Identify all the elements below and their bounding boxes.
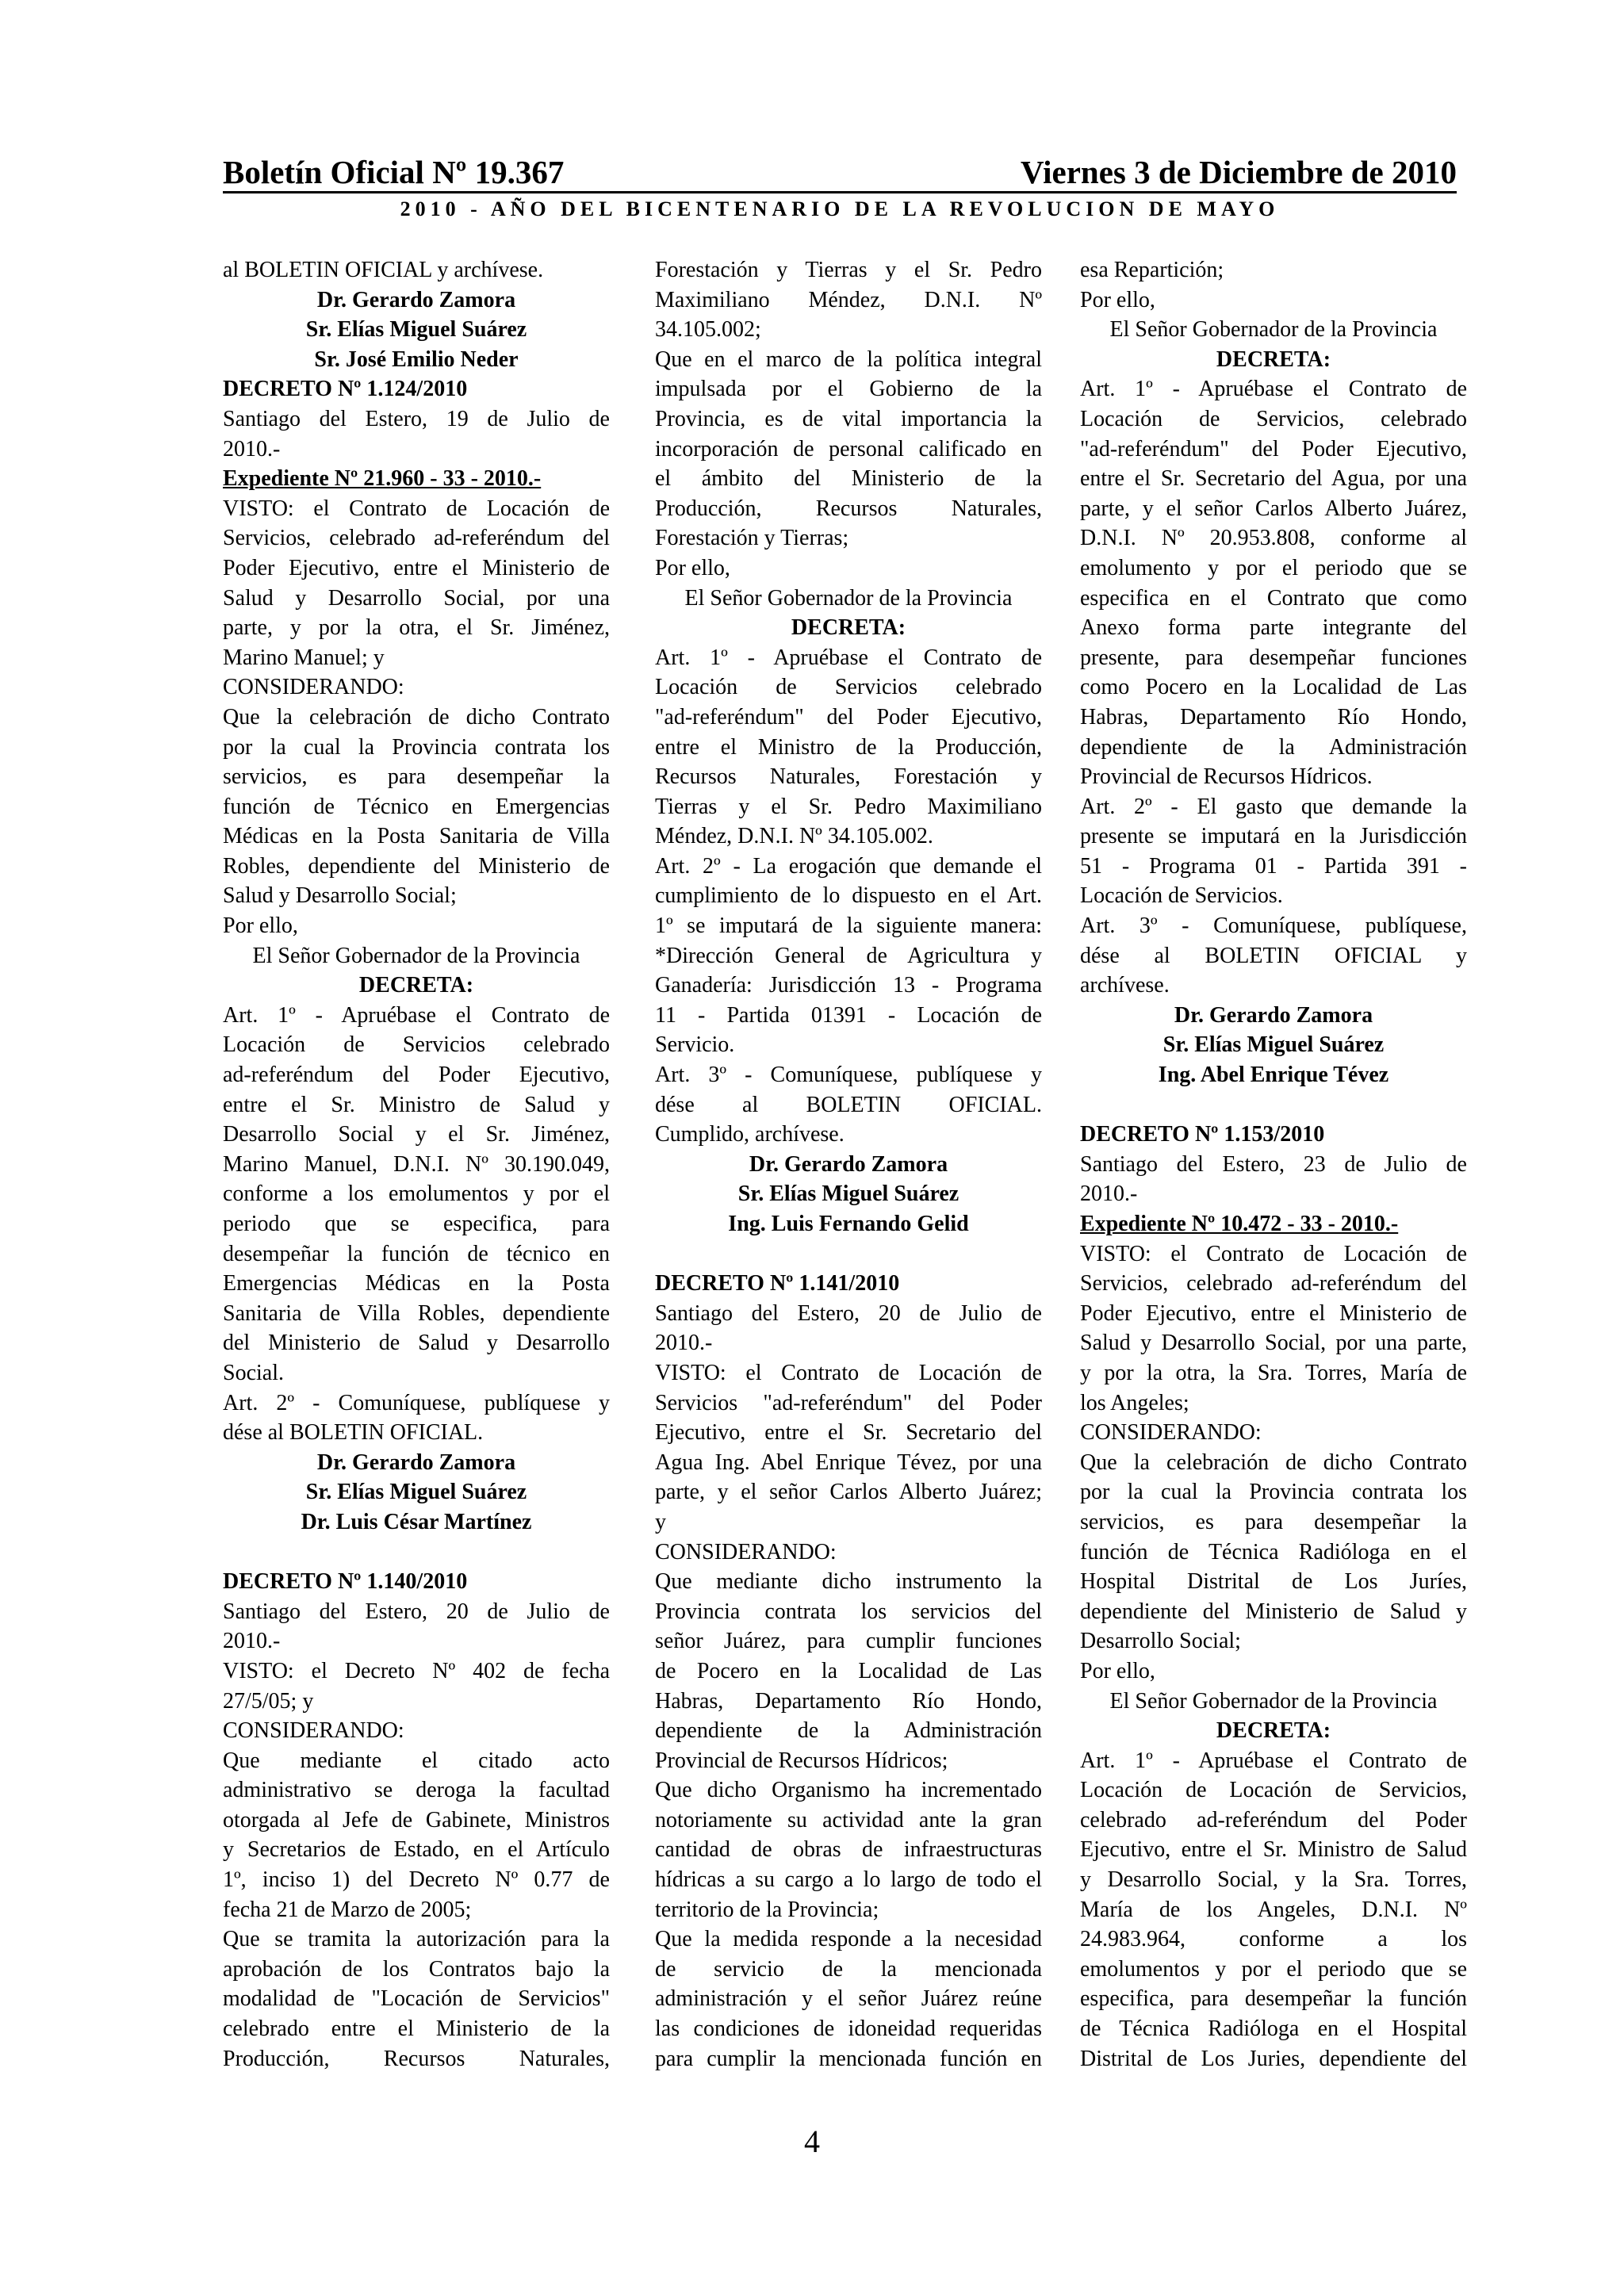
text-line: Locación de Servicios celebrado: [223, 1032, 610, 1058]
text-line: Que en el marco de la política integral: [655, 347, 1042, 372]
text-line: aprobación de los Contratos bajo la: [223, 1956, 610, 1982]
text-line: señor Juárez, para cumplir funciones: [655, 1629, 1042, 1654]
text-line: de servicio de la mencionada: [655, 1956, 1042, 1982]
text-line: Salud y Desarrollo Social, por una parte,: [1080, 1331, 1467, 1356]
text-line: presente, para desempeñar funciones: [1080, 645, 1467, 670]
text-line: Art. 3º - Comuníquese, publíquese,: [1080, 913, 1467, 939]
text-line: para cumplir la mencionada función en: [655, 2046, 1042, 2071]
text-line: Hospital Distrital de Los Juríes,: [1080, 1569, 1467, 1595]
text-line: Expediente Nº 10.472 - 33 - 2010.-: [1080, 1212, 1399, 1236]
text-line: territorio de la Provincia;: [655, 1897, 879, 1922]
text-line: presente se imputará en la Jurisdicción: [1080, 824, 1467, 849]
text-line: de Pocero en la Localidad de Las: [655, 1658, 1042, 1683]
text-line: DECRETA:: [1216, 347, 1331, 372]
text-line: función de Técnica Radióloga en el: [1080, 1539, 1467, 1564]
text-line: Locación de Servicios celebrado: [655, 675, 1042, 700]
text-line: Méndez, D.N.I. Nº 34.105.002.: [655, 824, 933, 849]
text-line: Servicios "ad-referéndum" del Poder: [655, 1390, 1042, 1415]
text-line: VISTO: el Decreto Nº 402 de fecha: [223, 1658, 610, 1683]
text-line: administración y el señor Juárez reúne: [655, 1986, 1042, 2012]
text-line: Marino Manuel; y: [223, 645, 385, 670]
text-line: Ejecutivo, entre el Sr. Secretario del: [655, 1420, 1042, 1446]
text-line: administrativo se deroga la facultad: [223, 1778, 610, 1803]
text-line: Marino Manuel, D.N.I. Nº 30.190.049,: [223, 1151, 610, 1177]
text-line: Ing. Abel Enrique Tévez: [1158, 1063, 1389, 1088]
text-line: D.N.I. Nº 20.953.808, conforme al: [1080, 526, 1467, 551]
text-line: 2010.-: [223, 1629, 281, 1654]
text-line: Art. 1º - Apruébase el Contrato de: [1080, 1748, 1467, 1773]
text-line: 27/5/05; y: [223, 1688, 314, 1714]
text-line: El Señor Gobernador de la Provincia: [1109, 317, 1438, 343]
text-line: y: [655, 1509, 666, 1534]
text-line: entre el Ministro de la Producción,: [655, 734, 1042, 760]
text-line: DECRETO Nº 1.141/2010: [655, 1271, 900, 1296]
text-line: El Señor Gobernador de la Provincia: [252, 943, 580, 968]
text-line: DECRETA:: [791, 615, 906, 641]
text-line: las condiciones de idoneidad requeridas: [655, 2016, 1042, 2042]
text-line: Servicio.: [655, 1032, 735, 1058]
text-line: Dr. Gerardo Zamora: [316, 287, 516, 312]
text-line: 1º, inciso 1) del Decreto Nº 0.77 de: [223, 1867, 610, 1893]
blank-line: [223, 1538, 610, 1568]
text-line: Servicios, celebrado ad-referéndum del: [1080, 1271, 1467, 1296]
text-line: Santiago del Estero, 23 de Julio de: [1080, 1151, 1467, 1177]
text-line: Emergencias Médicas en la Posta: [223, 1271, 610, 1296]
text-line: Art. 2º - La erogación que demande el: [655, 853, 1042, 879]
text-line: Que la medida responde a la necesidad: [655, 1927, 1042, 1952]
text-line: VISTO: el Contrato de Locación de: [223, 496, 610, 521]
text-line: Sr. Elías Miguel Suárez: [305, 317, 527, 343]
text-line: DECRETA:: [358, 973, 474, 998]
text-line: dependiente del Ministerio de Salud y: [1080, 1599, 1467, 1624]
text-line: Expediente Nº 21.960 - 33 - 2010.-: [223, 466, 542, 492]
text-line: Robles, dependiente del Ministerio de: [223, 853, 610, 879]
text-line: Forestación y Tierras;: [655, 526, 849, 551]
text-line: como Pocero en la Localidad de Las: [1080, 675, 1467, 700]
text-line: Art. 3º - Comuníquese, publíquese y: [655, 1063, 1042, 1088]
text-line: Dr. Gerardo Zamora: [749, 1151, 948, 1177]
text-line: Art. 1º - Apruébase el Contrato de: [1080, 377, 1467, 402]
text-line: ad-referéndum del Poder Ejecutivo,: [223, 1063, 610, 1088]
text-line: hídricas a su cargo a lo largo de todo el: [655, 1867, 1042, 1893]
text-line: al BOLETIN OFICIAL y archívese.: [223, 258, 544, 282]
text-line: 11 - Partida 01391 - Locación de: [655, 1002, 1042, 1028]
text-line: entre el Sr. Ministro de Salud y: [223, 1092, 610, 1117]
text-line: servicios, es para desempeñar la: [223, 764, 610, 790]
text-line: parte, y por la otra, el Sr. Jiménez,: [223, 615, 610, 641]
text-line: emolumento y por el periodo que se: [1080, 555, 1467, 580]
text-line: esa Repartición;: [1080, 258, 1224, 282]
text-line: y Secretarios de Estado, en el Artículo: [223, 1837, 610, 1863]
text-line: Habras, Departamento Río Hondo,: [1080, 704, 1467, 730]
text-line: y por la otra, la Sra. Torres, María de: [1080, 1360, 1467, 1385]
text-line: los Angeles;: [1080, 1390, 1189, 1415]
text-line: Maximiliano Méndez, D.N.I. Nº: [655, 287, 1042, 312]
text-line: celebrado entre el Ministerio de la: [223, 2016, 610, 2042]
text-line: cumplimiento de lo dispuesto en el Art.: [655, 883, 1042, 909]
text-line: DECRETA:: [1216, 1718, 1331, 1744]
text-line: Desarrollo Social y el Sr. Jiménez,: [223, 1122, 610, 1147]
text-line: Ejecutivo, entre el Sr. Ministro de Salud: [1080, 1837, 1467, 1863]
text-line: Art. 2º - El gasto que demande la: [1080, 794, 1467, 819]
text-line: del Ministerio de Salud y Desarrollo: [223, 1331, 610, 1356]
text-line: Art. 1º - Apruébase el Contrato de: [223, 1002, 610, 1028]
text-line: Sr. Elías Miguel Suárez: [737, 1181, 959, 1207]
text-line: VISTO: el Contrato de Locación de: [655, 1360, 1042, 1385]
text-line: Agua Ing. Abel Enrique Tévez, por una: [655, 1450, 1042, 1475]
text-line: Que la celebración de dicho Contrato: [1080, 1450, 1467, 1475]
text-line: CONSIDERANDO:: [655, 1539, 837, 1564]
text-line: Salud y Desarrollo Social;: [223, 883, 457, 909]
text-line: de Técnica Radióloga en el Hospital: [1080, 2016, 1467, 2042]
text-line: Sr. Elías Miguel Suárez: [1162, 1032, 1385, 1058]
text-line: Por ello,: [1080, 287, 1155, 312]
text-line: Producción, Recursos Naturales,: [223, 2046, 610, 2071]
text-line: Santiago del Estero, 20 de Julio de: [655, 1300, 1042, 1326]
blank-line: [655, 1239, 1042, 1270]
text-column-1: [223, 255, 610, 2074]
text-line: Por ello,: [655, 555, 730, 580]
text-line: Cumplido, archívese.: [655, 1122, 845, 1147]
text-line: Recursos Naturales, Forestación y: [655, 764, 1042, 790]
text-line: Provincial de Recursos Hídricos;: [655, 1748, 948, 1773]
text-line: Servicios, celebrado ad-referéndum del: [223, 526, 610, 551]
text-line: el ámbito del Ministerio de la: [655, 466, 1042, 492]
text-line: cantidad de obras de infraestructuras: [655, 1837, 1042, 1863]
text-line: incorporación de personal calificado en: [655, 436, 1042, 461]
text-line: 2010.-: [655, 1331, 713, 1356]
text-line: entre el Sr. Secretario del Agua, por una: [1080, 466, 1467, 492]
text-line: conforme a los emolumentos y por el: [223, 1181, 610, 1207]
text-line: 2010.-: [1080, 1181, 1138, 1207]
text-line: Santiago del Estero, 19 de Julio de: [223, 406, 610, 431]
text-line: CONSIDERANDO:: [1080, 1420, 1262, 1446]
text-line: Que mediante el citado acto: [223, 1748, 610, 1773]
text-line: periodo que se especifica, para: [223, 1212, 610, 1236]
text-line: Anexo forma parte integrante del: [1080, 615, 1467, 641]
text-line: Santiago del Estero, 20 de Julio de: [223, 1599, 610, 1624]
text-line: función de Técnico en Emergencias: [223, 794, 610, 819]
text-line: servicios, es para desempeñar la: [1080, 1509, 1467, 1534]
text-line: Locación de Locación de Servicios,: [1080, 1778, 1467, 1803]
text-line: Provincia, es de vital importancia la: [655, 406, 1042, 431]
text-line: El Señor Gobernador de la Provincia: [1109, 1688, 1438, 1714]
text-line: parte, y el señor Carlos Alberto Juárez;: [655, 1480, 1042, 1505]
text-line: Sr. Elías Miguel Suárez: [305, 1480, 527, 1505]
text-line: emolumentos y por el periodo que se: [1080, 1956, 1467, 1982]
text-line: Art. 1º - Apruébase el Contrato de: [655, 645, 1042, 670]
text-line: CONSIDERANDO:: [223, 1718, 404, 1744]
text-line: y Desarrollo Social, y la Sra. Torres,: [1080, 1867, 1467, 1893]
text-line: archívese.: [1080, 973, 1170, 998]
text-line: Ganadería: Jurisdicción 13 - Programa: [655, 973, 1042, 998]
text-line: impulsada por el Gobierno de la: [655, 377, 1042, 402]
text-line: CONSIDERANDO:: [223, 675, 404, 700]
text-line: Provincial de Recursos Hídricos.: [1080, 764, 1373, 790]
text-line: VISTO: el Contrato de Locación de: [1080, 1241, 1467, 1266]
text-line: Art. 2º - Comuníquese, publíquese y: [223, 1390, 610, 1415]
text-line: especifica, para desempeñar la función: [1080, 1986, 1467, 2012]
text-line: modalidad de "Locación de Servicios": [223, 1986, 610, 2012]
text-line: Que mediante dicho instrumento la: [655, 1569, 1042, 1595]
text-line: Forestación y Tierras y el Sr. Pedro: [655, 258, 1042, 282]
text-line: "ad-referéndum" del Poder Ejecutivo,: [655, 704, 1042, 730]
text-line: dependiente de la Administración: [1080, 734, 1467, 760]
text-line: dése al BOLETIN OFICIAL.: [223, 1420, 484, 1446]
text-line: Que la celebración de dicho Contrato: [223, 704, 610, 730]
text-line: por la cual la Provincia contrata los: [1080, 1480, 1467, 1505]
text-line: DECRETO Nº 1.124/2010: [223, 377, 468, 402]
text-line: fecha 21 de Marzo de 2005;: [223, 1897, 472, 1922]
text-line: Por ello,: [223, 913, 298, 939]
text-line: Que se tramita la autorización para la: [223, 1927, 610, 1952]
text-line: María de los Angeles, D.N.I. Nº: [1080, 1897, 1467, 1922]
text-line: dése al BOLETIN OFICIAL y: [1080, 943, 1467, 968]
text-line: parte, y el señor Carlos Alberto Juárez,: [1080, 496, 1467, 521]
masthead-motto: 2010 - AÑO DEL BICENTENARIO DE LA REVOLUCION DE MAYO: [400, 197, 1280, 220]
text-line: especifica en el Contrato que como: [1080, 585, 1467, 611]
text-line: dependiente de la Administración: [655, 1718, 1042, 1744]
text-line: Médicas en la Posta Sanitaria de Villa: [223, 824, 610, 849]
text-line: Locación de Servicios, celebrado: [1080, 406, 1467, 431]
text-line: Poder Ejecutivo, entre el Ministerio de: [1080, 1300, 1467, 1326]
text-line: Producción, Recursos Naturales,: [655, 496, 1042, 521]
text-line: Tierras y el Sr. Pedro Maximiliano: [655, 794, 1042, 819]
text-line: 51 - Programa 01 - Partida 391 -: [1080, 853, 1467, 879]
text-line: Dr. Gerardo Zamora: [316, 1450, 516, 1475]
issue-date: Viernes 3 de Diciembre de 2010: [1021, 154, 1457, 190]
text-line: otorgada al Jefe de Gabinete, Ministros: [223, 1807, 610, 1833]
text-line: celebrado ad-referéndum del Poder: [1080, 1807, 1467, 1833]
blank-line: [1080, 1090, 1467, 1120]
text-line: Sr. José Emilio Neder: [314, 347, 519, 372]
text-line: Ing. Luis Fernando Gelid: [728, 1212, 969, 1236]
text-line: desempeñar la función de técnico en: [223, 1241, 610, 1266]
text-line: Dr. Luis César Martínez: [301, 1509, 532, 1534]
text-line: notoriamente su actividad ante la gran: [655, 1807, 1042, 1833]
text-line: "ad-referéndum" del Poder Ejecutivo,: [1080, 436, 1467, 461]
text-line: El Señor Gobernador de la Provincia: [684, 585, 1013, 611]
text-line: 2010.-: [223, 436, 281, 461]
text-line: Por ello,: [1080, 1658, 1155, 1683]
text-line: Que dicho Organismo ha incrementado: [655, 1778, 1042, 1803]
text-line: 1º se imputará de la siguiente manera:: [655, 913, 1042, 939]
text-line: Locación de Servicios.: [1080, 883, 1283, 909]
bulletin-title: Boletín Oficial Nº 19.367: [223, 154, 565, 190]
text-line: Social.: [223, 1360, 284, 1385]
text-line: Salud y Desarrollo Social, por una: [223, 585, 610, 611]
text-line: Provincia contrata los servicios del: [655, 1599, 1042, 1624]
text-line: *Dirección General de Agricultura y: [655, 943, 1042, 968]
text-column-3: [1080, 255, 1467, 2074]
text-line: Desarrollo Social;: [1080, 1629, 1241, 1654]
text-column-2: [655, 255, 1042, 2074]
page-number: 4: [804, 2124, 820, 2159]
text-line: Distrital de Los Juries, dependiente del: [1080, 2046, 1467, 2071]
text-line: 24.983.964, conforme a los: [1080, 1927, 1467, 1952]
text-line: dése al BOLETIN OFICIAL.: [655, 1092, 1042, 1117]
text-line: 34.105.002;: [655, 317, 761, 343]
text-line: Sanitaria de Villa Robles, dependiente: [223, 1300, 610, 1326]
text-line: Poder Ejecutivo, entre el Ministerio de: [223, 555, 610, 580]
text-line: por la cual la Provincia contrata los: [223, 734, 610, 760]
text-line: DECRETO Nº 1.153/2010: [1080, 1122, 1325, 1147]
text-line: Habras, Departamento Río Hondo,: [655, 1688, 1042, 1714]
text-line: Dr. Gerardo Zamora: [1174, 1002, 1373, 1028]
text-line: DECRETO Nº 1.140/2010: [223, 1569, 468, 1595]
masthead: [223, 154, 1457, 193]
